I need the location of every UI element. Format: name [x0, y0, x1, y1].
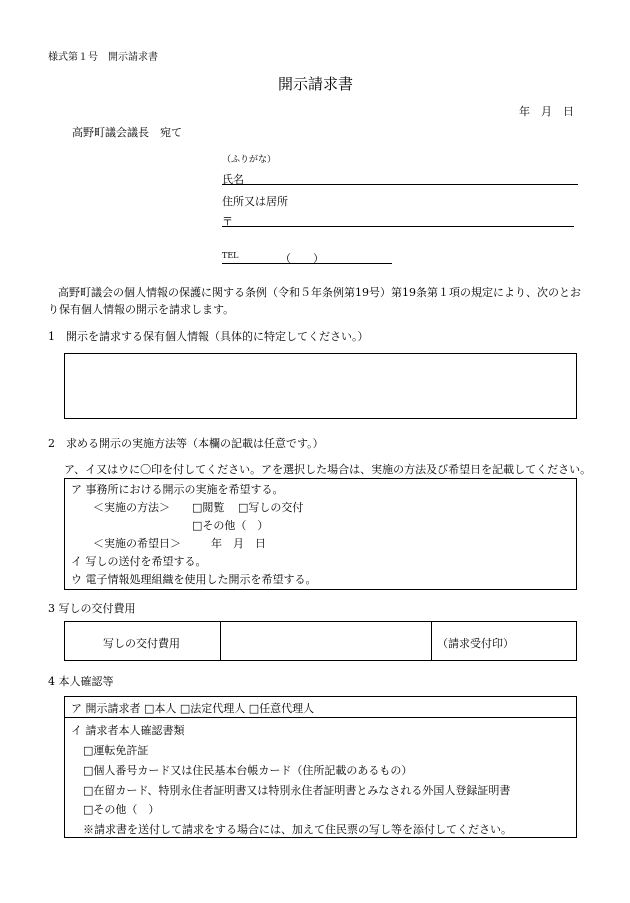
tel-field[interactable] [222, 263, 392, 264]
option-a[interactable]: ア 事務所における開示の実施を希望する。 [71, 483, 284, 496]
section4-heading: 4 本人確認等 [48, 675, 114, 688]
method-copy-checkbox[interactable]: □写しの交付 [238, 501, 304, 514]
date-label: ＜実施の希望日＞ [93, 537, 181, 550]
intro-line-1: 高野町議会の個人情報の保護に関する条例（令和５年条例第19号）第19条第１項の規定により、次のとお [58, 286, 581, 299]
address-field[interactable] [222, 226, 574, 227]
option-c[interactable]: ウ 電子情報処理組織を使用した開示を希望する。 [71, 573, 317, 586]
tel-label: TEL [222, 251, 239, 260]
name-label: 氏名 [222, 173, 244, 186]
desired-date[interactable]: 年 月 日 [211, 537, 266, 550]
section2-heading: 2 求める開示の実施方法等（本欄の記載は任意です。） [48, 437, 324, 450]
requester-type-row[interactable]: ア 開示請求者 □本人 □法定代理人 □任意代理人 [71, 702, 315, 715]
requested-info-field[interactable] [64, 353, 577, 419]
date-line: 年 月 日 [519, 105, 574, 118]
method-view-checkbox[interactable]: □閲覧 [192, 501, 225, 514]
method-other-checkbox[interactable]: □その他（ ） [192, 519, 269, 532]
disclosure-method-box [64, 478, 577, 590]
fee-table [64, 621, 577, 661]
doc-mynumber-checkbox[interactable]: □個人番号カード又は住民基本台帳カード（住所記載のあるもの） [83, 764, 413, 777]
doc-residence-card-checkbox[interactable]: □在留カード、特別永住者証明書又は特別永住者証明書とみなされる外国人登録証明書 [83, 784, 511, 797]
id-docs-title: イ 請求者本人確認書類 [71, 724, 185, 737]
tel-paren: （ ） [280, 252, 324, 265]
fee-divider [220, 622, 221, 660]
addressee: 高野町議会議長 宛て [72, 126, 182, 139]
section1-heading: 1 開示を請求する保有個人情報（具体的に特定してください。） [48, 330, 369, 343]
identity-table [64, 696, 577, 838]
stamp-label: （請求受付印） [437, 637, 514, 650]
doc-license-checkbox[interactable]: □運転免許証 [83, 744, 149, 757]
postal-mark: 〒 [222, 215, 233, 228]
section3-heading: 3 写しの交付費用 [48, 602, 136, 615]
address-label: 住所又は居所 [222, 195, 288, 208]
form-number-label: 様式第１号 開示請求書 [48, 52, 158, 63]
section2-instruction: ア、イ又はウに〇印を付してください。アを選択した場合は、実施の方法及び希望日を記載してください。 [64, 463, 592, 476]
name-field[interactable] [222, 184, 578, 185]
page-title: 開示請求書 [278, 75, 354, 93]
doc-other-checkbox[interactable]: □その他（ ） [83, 803, 160, 816]
option-b[interactable]: イ 写しの送付を希望する。 [71, 555, 207, 568]
furigana-label: （ふりがな） [222, 155, 277, 165]
stamp-divider [431, 622, 432, 660]
identity-row-divider [65, 717, 576, 718]
intro-line-2: り保有個人情報の開示を請求します。 [48, 303, 235, 316]
mailing-note: ※請求書を送付して請求をする場合には、加えて住民票の写し等を添付してください。 [83, 823, 512, 836]
method-label: ＜実施の方法＞ [93, 501, 170, 514]
fee-label: 写しの交付費用 [103, 637, 180, 650]
